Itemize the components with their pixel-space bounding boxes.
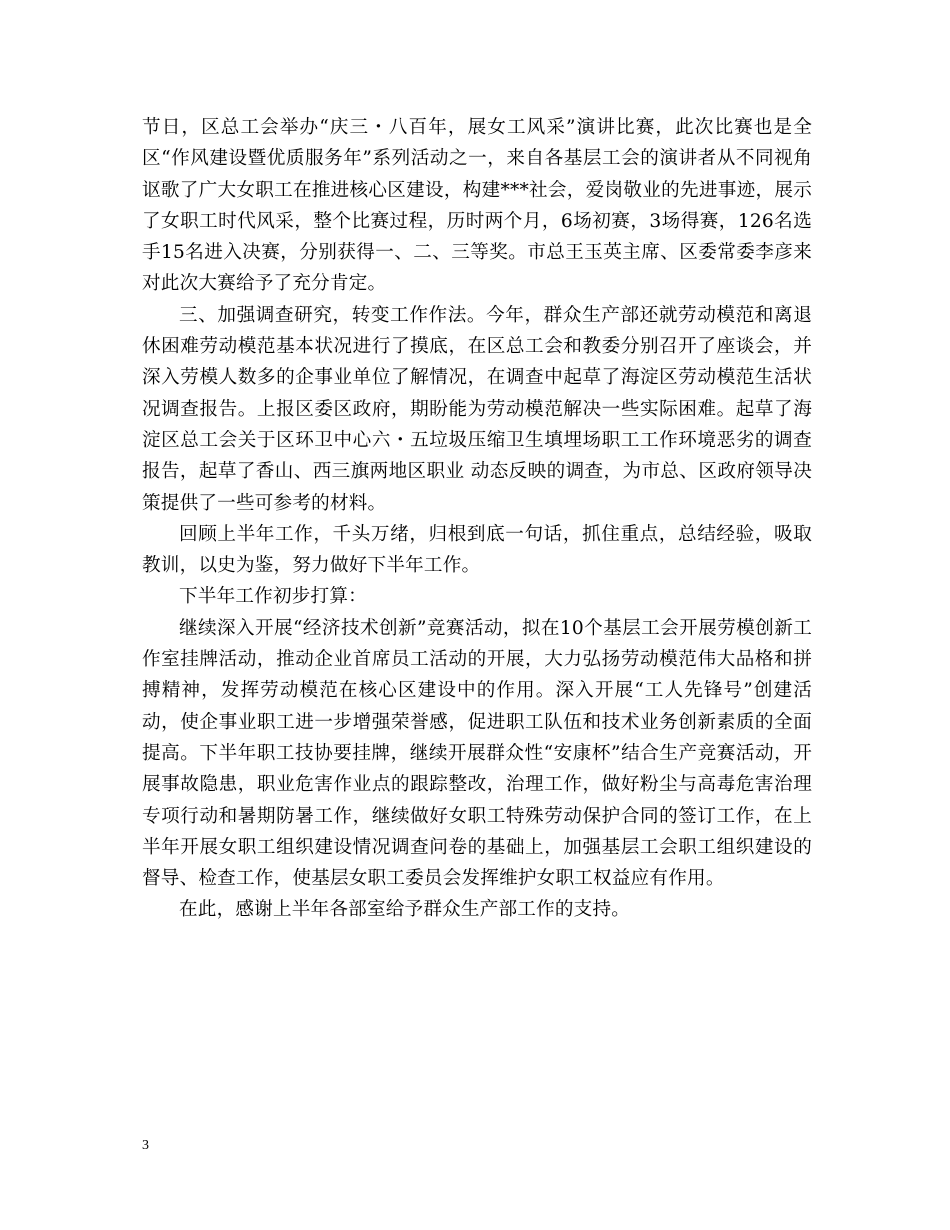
paragraph-research: 三、加强调查研究，转变工作作法。今年，群众生产部还就劳动模范和离退休困难劳动模范基本状况进行了摸底，在区总工会和教委分别召开了座谈会，并深入劳模人数多的企事业单位了解情况，在调查中起草了海淀区劳动模范生活状况调查报告。上报区委区政府，期盼能为劳动模范解决一些实际困难。起草了海淀区总工会关于区环卫中心六・五垃圾压缩卫生填埋场职工工作环境恶劣的调查报告，起草了香山、西三旗两地区职业 动态反映的调查，为市总、区政府领导决策提供了一些可参考的材料。	[142, 304, 812, 514]
page-number: 3	[142, 1138, 149, 1153]
paragraph-thanks: 在此，感谢上半年各部室给予群众生产部工作的支持。	[179, 899, 631, 921]
document-body	[142, 112, 812, 926]
paragraph-plan-details: 继续深入开展“经济技术创新”竞赛活动，拟在10个基层工会开展劳模创新工作室挂牌活动，推动企业首席员工活动的开展，大力弘扬劳动模范伟大品格和拼搏精神，发挥劳动模范在核心区建设中的作用。深入开展“工人先锋号”创建活动，使企事业职工进一步增强荣誉感，促进职工队伍和技术业务创新素质的全面提高。下半年职工技协要挂牌，继续开展群众性“安康杯”结合生产竞赛活动，开展事故隐患，职业危害作业点的跟踪整改，治理工作，做好粉尘与高毒危害治理专项行动和暑期防暑工作，继续做好女职工特殊劳动保护合同的签订工作，在上半年开展女职工组织建设情况调查问卷的基础上，加强基层工会职工组织建设的督导、检查工作，使基层女职工委员会发挥维护女职工权益应有作用。	[142, 617, 812, 890]
paragraph-womens-contest: 节日，区总工会举办“庆三・八百年，展女工风采”演讲比赛，此次比赛也是全区“作风建设暨优质服务年”系列活动之一，来自各基层工会的演讲者从不同视角讴歌了广大女职工在推进核心区建设，构建***社会，爱岗敬业的先进事迹，展示了女职工时代风采，整个比赛过程，历时两个月，6场初赛，3场得赛，126名选手15名进入决赛，分别获得一、二、三等奖。市总王玉英主席、区委常委李彦来对此次大赛给予了充分肯定。	[142, 117, 812, 295]
paragraph-review: 回顾上半年工作，千头万绪，归根到底一句话，抓住重点，总结经验，吸取教训，以史为鉴，努力做好下半年工作。	[142, 523, 812, 577]
paragraph-plan-heading: 下半年工作初步打算：	[179, 586, 367, 608]
